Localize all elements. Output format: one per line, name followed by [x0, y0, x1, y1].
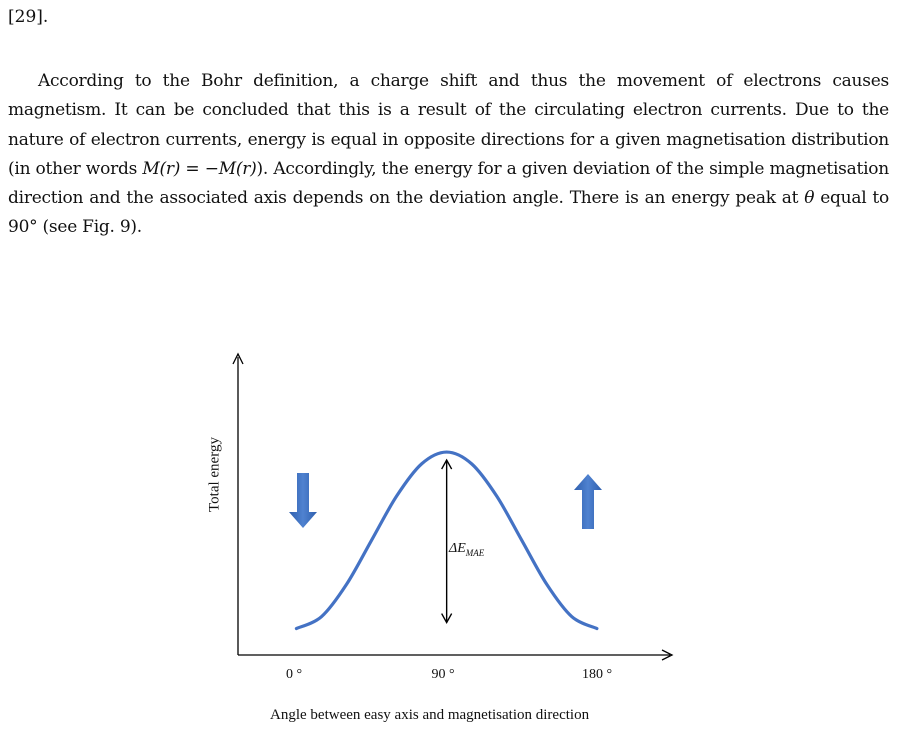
up-arrow-icon: [574, 474, 602, 529]
equation-inline: M(r) = −M(r): [142, 158, 257, 179]
paragraph-text-2: ). Accordingly, the energy for a given deviation of the simple magnetisation direction and the associated axis depends on the deviation angle. There is an energy peak at: [8, 158, 889, 209]
previous-paragraph-fragment: [29].: [8, 7, 49, 27]
delta-energy-symbol: ΔE: [449, 541, 466, 556]
x-tick-label: 90 °: [431, 667, 455, 682]
paragraph-text-1: According to the Bohr definition, a charge shift and thus the movement of electrons causes magnetism. It can be concluded that this is a result of the circulating electron currents. Due to the nature of electron currents, energy is equal in opposite directions for a given magnetisation distribution (in other words: [8, 71, 889, 179]
down-arrow-icon: [289, 473, 317, 528]
y-axis-label: Total energy: [206, 437, 223, 512]
delta-energy-subscript: MAE: [465, 547, 485, 558]
theta-symbol: θ: [804, 188, 815, 209]
paragraph-text-3: equal to 90° (see Fig. 9).: [8, 188, 890, 238]
delta-energy-label: [449, 541, 484, 558]
x-tick-label: 180 °: [581, 667, 613, 682]
x-axis-label: Angle between easy axis and magnetisation direction: [270, 707, 590, 723]
x-tick-label: 0 °: [285, 667, 303, 682]
